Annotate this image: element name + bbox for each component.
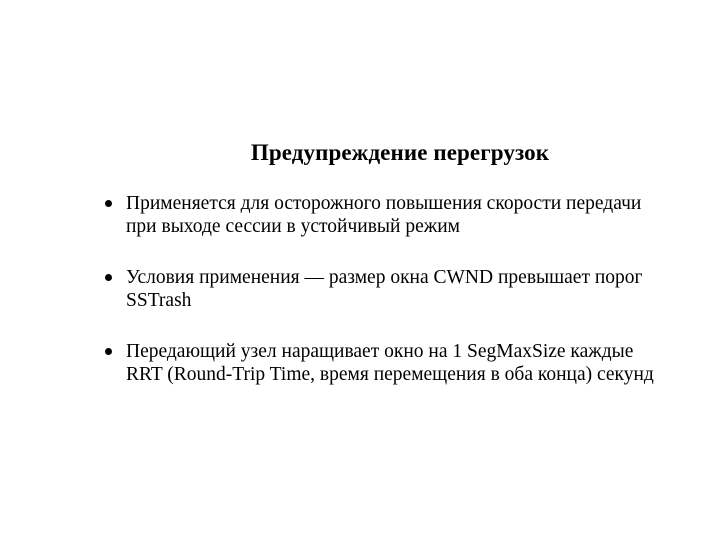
bullet-item <box>102 340 682 386</box>
bullet-list <box>102 192 682 414</box>
bullet-text: Применяется для осторожного повышения скорости передачи при выходе сессии в устойчивый режим <box>126 193 642 237</box>
bullet-dot-icon <box>105 274 112 281</box>
bullet-item <box>102 192 682 238</box>
bullet-text: Передающий узел наращивает окно на 1 SegMaxSize каждые RRT (Round-Trip Time, время перемещения в оба конца) секунд <box>126 341 654 385</box>
bullet-item <box>102 266 682 312</box>
slide-title: Предупреждение перегрузок <box>250 140 550 165</box>
bullet-text: Условия применения — размер окна CWND превышает порог SSTrash <box>126 267 643 311</box>
bullet-dot-icon <box>105 200 112 207</box>
bullet-dot-icon <box>105 348 112 355</box>
